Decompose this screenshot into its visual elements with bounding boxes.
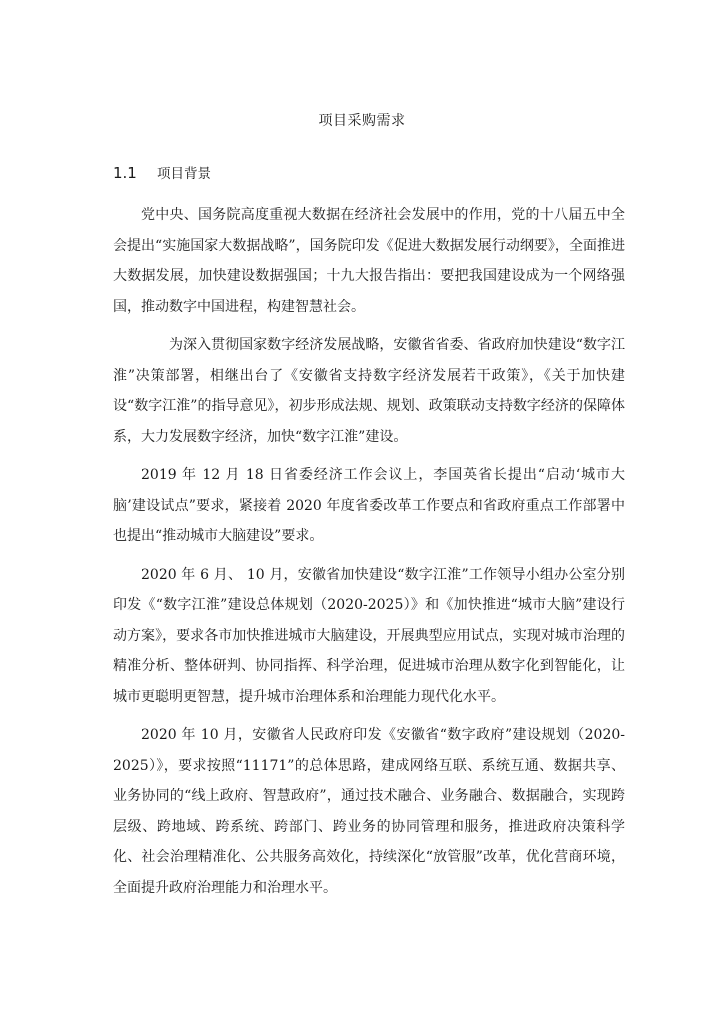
paragraph: 党中央、国务院高度重视大数据在经济社会发展中的作用，党的十八届五中全会提出“实施国家大数据战略”，国务院印发《促进大数据发展行动纲要》，全面推进大数据发展，加快建设数据强国；十九大报告指出：要把我国建设成为一个网络强国，推动数字中国进程，构建智慧社会。 [113,207,625,315]
body-text [113,200,625,911]
section-number: 1.1 [113,164,137,182]
paragraph: 为深入贯彻国家数字经济发展战略，安徽省省委、省政府加快建设“数字江淮”决策部署，相继出台了《安徽省支持数字经济发展若干政策》，《关于加快建设“数字江淮”的指导意见》，初步形成法规、规划、政策联动支持数字经济的保障体系，大力发展数字经济，加快“数字江淮”建设。 [113,337,625,445]
paragraph: 2019 年 12 月 18 日省委经济工作会议上，李国英省长提出“启动‘城市大脑’建设试点”要求，紧接着 2020 年度省委改革工作要点和省政府重点工作部署中也提出“推动城市大脑建设”要求。 [113,467,625,544]
section-heading [113,164,211,183]
page-title: 项目采购需求 [318,113,406,129]
paragraph: 2020 年 10 月，安徽省人民政府印发《安徽省“数字政府”建设规划（2020-2025）》，要求按照“11171”的总体思路，建成网络互联、系统互通、数据共享、业务协同的“线上政府、智慧政府”，通过技术融合、业务融合、数据融合，实现跨层级、跨地域、跨系统、跨部门、跨业务的协同管理和服务，推进政府决策科学化、社会治理精准化、公共服务高效化，持续深化“放管服”改革，优化营商环境，全面提升政府治理能力和治理水平。 [113,727,625,896]
section-title: 项目背景 [157,166,211,182]
paragraph: 2020 年 6 月、 10 月，安徽省加快建设“数字江淮”工作领导小组办公室分别印发《“数字江淮”建设总体规划（2020-2025）》和《加快推进“城市大脑”建设行动方案》，要求各市加快推进城市大脑建设，开展典型应用试点，实现对城市治理的精准分析、整体研判、协同指挥、科学治理，促进城市治理从数字化到智能化，让城市更聪明更智慧，提升城市治理体系和治理能力现代化水平。 [113,566,625,705]
